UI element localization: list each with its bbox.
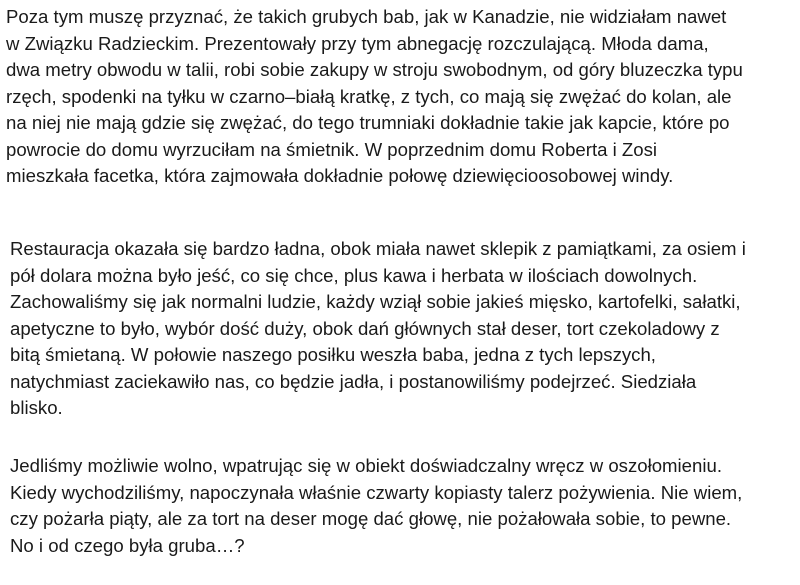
text-line: blisko.: [10, 397, 63, 418]
text-line: Jedliśmy możliwie wolno, wpatrując się w obiekt doświadczalny wręcz w oszołomieniu.: [10, 455, 723, 476]
text-line: na niej nie mają gdzie się zwężać, do tego trumniaki dokładnie takie jak kapcie, które po: [6, 112, 730, 133]
paragraph-3: [10, 453, 742, 559]
text-line: natychmiast zaciekawiło nas, co będzie jadła, i postanowiliśmy podejrzeć. Siedziała: [10, 370, 697, 392]
text-line: pół dolara można było jeść, co się chce, plus kawa i herbata w ilościach dowolnych.: [10, 264, 698, 286]
paragraph-2: [10, 236, 746, 422]
text-line: dwa metry obwodu w talii, robi sobie zakupy w stroju swobodnym, od góry bluzeczka typu: [6, 59, 743, 80]
text-line: mieszkała facetka, która zajmowała dokładnie połowę dziewięcioosobowej windy.: [6, 165, 674, 186]
text-line: No i od czego była gruba…?: [10, 534, 245, 556]
text-line: bitą śmietaną. W połowie naszego posiłku weszła baba, jedna z tych lepszych,: [10, 344, 656, 365]
text-line: Restauracja okazała się bardzo ładna, obok miała nawet sklepik z pamiątkami, za osiem i: [10, 238, 746, 259]
text-line: Zachowaliśmy się jak normalni ludzie, każdy wziął sobie jakieś mięsko, kartofelki, sałatki,: [10, 291, 741, 312]
text-line: Kiedy wychodziliśmy, napoczynała właśnie czwarty kopiasty talerz pożywienia. Nie wiem,: [10, 481, 743, 503]
text-line: czy pożarła piąty, ale za tort na deser mogę dać głowę, nie pożałowała sobie, to pewne.: [10, 508, 732, 529]
paragraph-1: [6, 4, 743, 190]
text-line: Poza tym muszę przyznać, że takich grubych bab, jak w Kanadzie, nie widziałam nawet: [6, 6, 727, 27]
text-line: rzęch, spodenki na tyłku w czarno–białą kratkę, z tych, co mają się zwężać do kolan, ale: [6, 85, 732, 107]
text-line: powrocie do domu wyrzuciłam na śmietnik. W poprzednim domu Roberta i Zosi: [6, 138, 658, 160]
text-line: w Związku Radzieckim. Prezentowały przy tym abnegację rozczulającą. Młoda dama,: [6, 32, 709, 54]
text-line: apetyczne to było, wybór dość duży, obok dań głównych stał deser, tort czekoladowy z: [10, 317, 720, 339]
